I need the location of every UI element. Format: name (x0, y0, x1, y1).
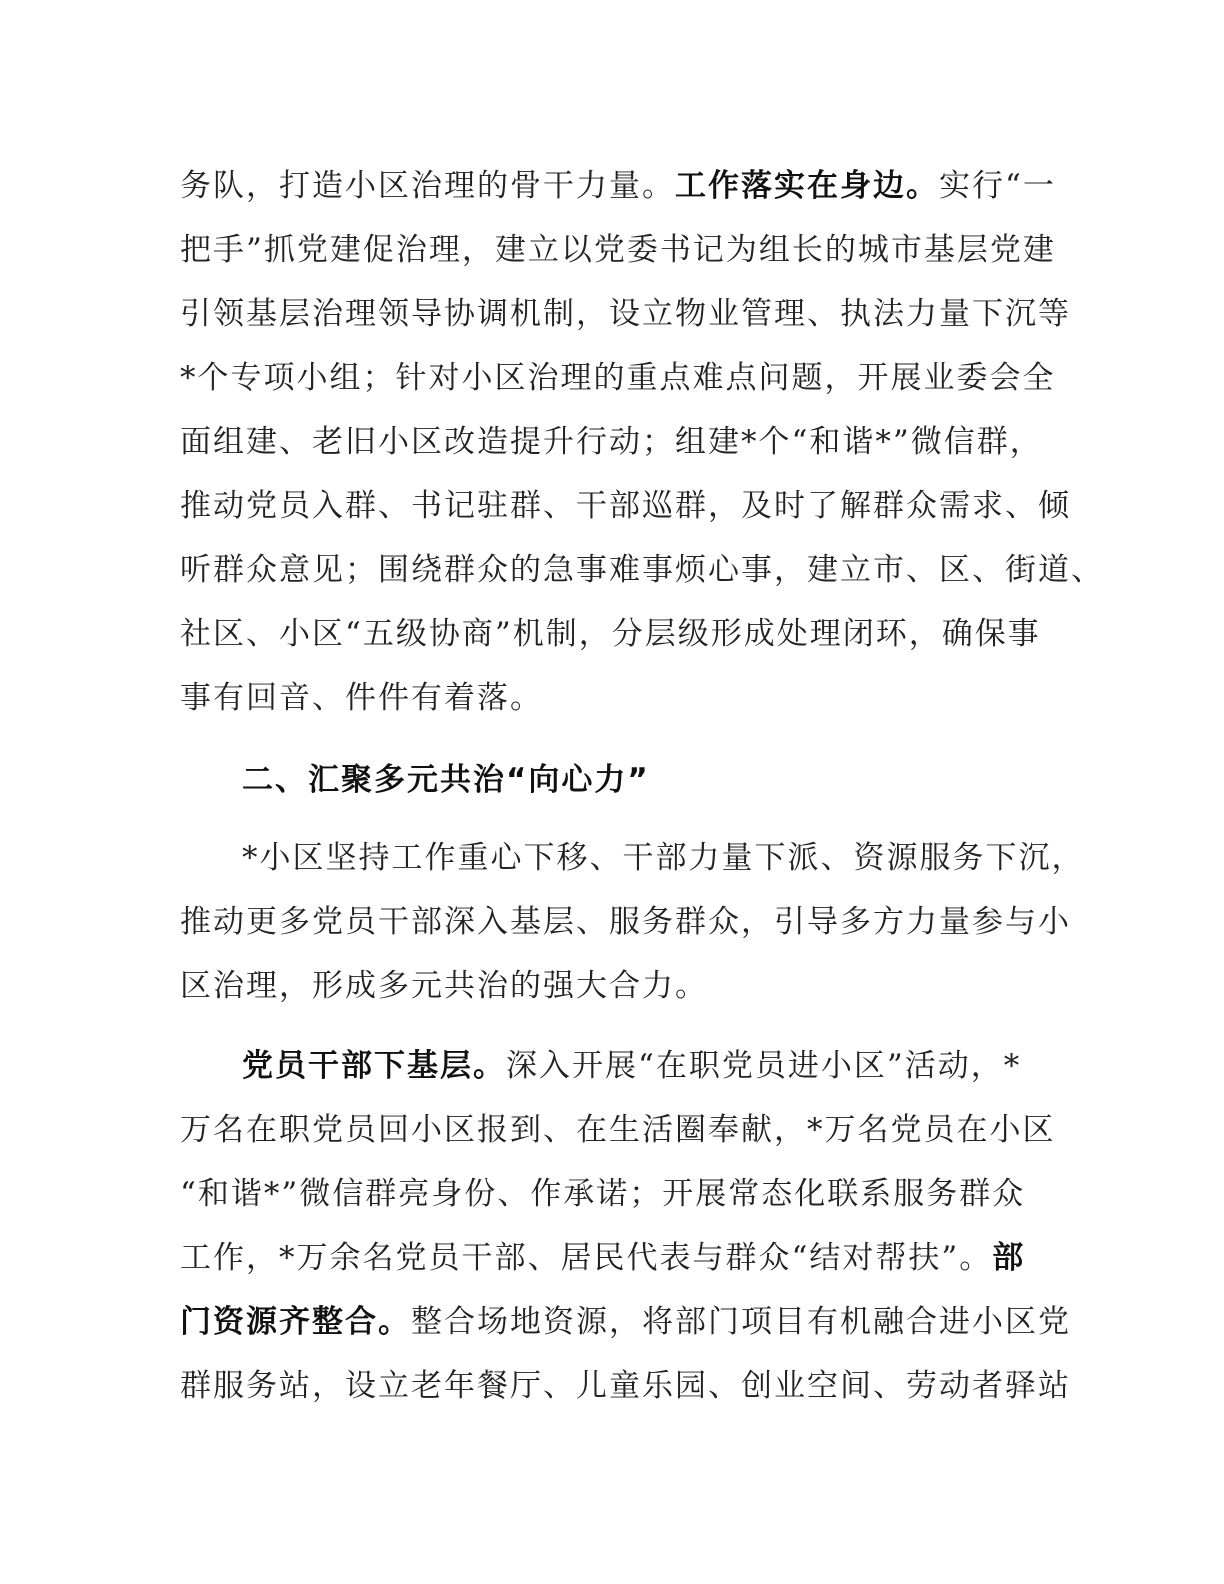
text-line: 推动党员入群、书记驻群、干部巡群，及时了解群众需求、倾 (180, 488, 1071, 524)
text-line: *小区坚持工作重心下移、干部力量下派、资源服务下沉， (242, 840, 1085, 876)
text-line: 面组建、老旧小区改造提升行动；组建*个“和谐*”微信群， (180, 424, 1043, 460)
text-line (180, 1226, 1060, 1290)
text-run: 整合场地资源，将部门项目有机融合进小区党 (411, 1304, 1071, 1340)
paragraph-work-implementation (180, 154, 1104, 730)
text-line: 区治理，形成多元共治的强大合力。 (180, 968, 708, 1004)
bold-subheading-resources: 门资源齐整合。 (180, 1304, 411, 1340)
paragraph-party-cadres (180, 1034, 1071, 1418)
text-line: 听群众意见；围绕群众的急事难事烦心事，建立市、区、街道、 (180, 552, 1104, 588)
text-line (180, 154, 1060, 218)
section-heading-2: 二、汇聚多元共治“向心力” (242, 762, 650, 798)
bold-subheading-resources-start: 部 (992, 1240, 1026, 1276)
text-line: *个专项小组；针对小区治理的重点难点问题，开展业委会全 (180, 360, 1056, 396)
text-line: “和谐*”微信群亮身份、作承诺；开展常态化联系服务群众 (180, 1176, 1026, 1212)
text-run: 务队，打造小区治理的骨干力量。 (180, 168, 675, 204)
text-line: 把手”抓党建促治理，建立以党委书记为组长的城市基层党建 (180, 232, 1056, 268)
text-line: 推动更多党员干部深入基层、服务群众，引导多方力量参与小 (180, 904, 1071, 940)
text-line (180, 1290, 1071, 1354)
text-line: 万名在职党员回小区报到、在生活圈奉献，*万名党员在小区 (180, 1112, 1056, 1148)
text-run: 实行“一 (939, 168, 1056, 204)
text-line: 引领基层治理领导协调机制，设立物业管理、执法力量下沉等 (180, 296, 1071, 332)
text-line: 社区、小区“五级协商”机制，分层级形成处理闭环，确保事 (180, 616, 1041, 652)
text-line: 事有回音、件件有着落。 (180, 680, 543, 716)
bold-subheading-party-cadres: 党员干部下基层。 (242, 1048, 506, 1084)
paragraph-section-2-intro (180, 826, 1085, 1018)
text-run: 深入开展“在职党员进小区”活动，* (506, 1048, 1022, 1084)
bold-subheading-work-implementation: 工作落实在身边。 (675, 168, 939, 204)
text-line: 群服务站，设立老年餐厅、儿童乐园、创业空间、劳动者驿站 (180, 1368, 1071, 1404)
text-line (180, 1034, 1060, 1098)
text-run: 工作，*万余名党员干部、居民代表与群众“结对帮扶”。 (180, 1240, 993, 1276)
